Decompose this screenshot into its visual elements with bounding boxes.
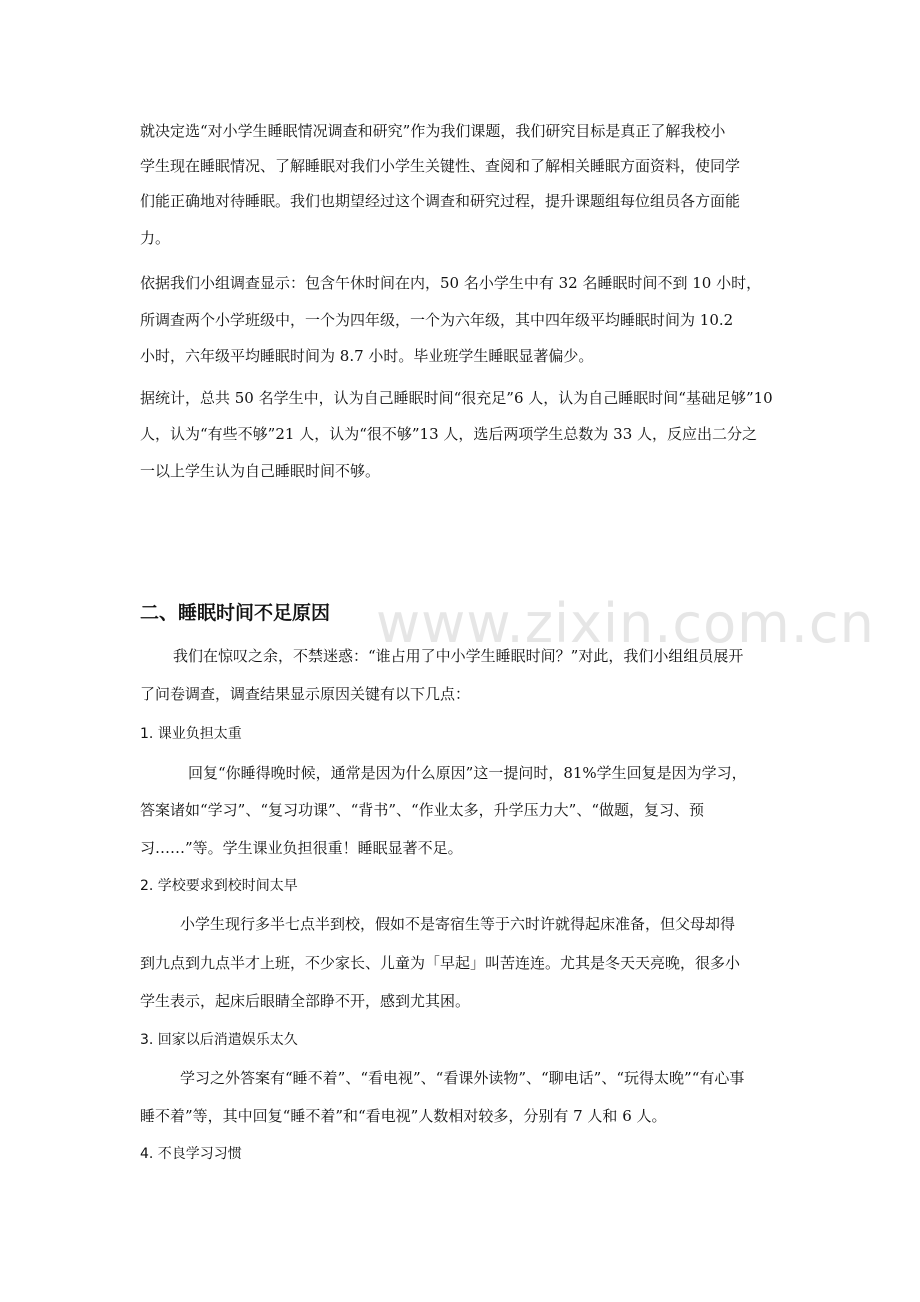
- watermark: www.zixin.com.cn: [376, 592, 875, 655]
- section-intro-line-2: 了问卷调查，调查结果显示原因关键有以下几点：: [140, 685, 471, 703]
- item-1-line-1: 回复“你睡得晚时候，通常是因为什么原因”这一提问时，81%学生回复是因为学习，: [188, 764, 747, 782]
- item-3-line-2: 睡不着”等，其中回复“睡不着”和“看电视”人数相对较多，分别有 7 人和 6 人。: [140, 1107, 667, 1125]
- intro-p3-line-1: 据统计，总共 50 名学生中，认为自己睡眠时间“很充足”6 人，认为自己睡眠时间“基础足够”10: [140, 389, 773, 407]
- intro-p1-line-3: 们能正确地对待睡眠。我们也期望经过这个调查和研究过程，提升课题组每位组员各方面能: [140, 192, 741, 210]
- intro-p2-line-2: 所调查两个小学班级中，一个为四年级，一个为六年级，其中四年级平均睡眠时间为 10.2: [140, 311, 734, 329]
- item-1-heading: 1. 课业负担太重: [140, 726, 242, 742]
- item-2-line-2: 到九点到九点半才上班，不少家长、儿童为「早起」叫苦连连。尤其是冬天天亮晚，很多小: [140, 954, 741, 972]
- intro-p3-line-2: 人，认为“有些不够”21 人，认为“很不够”13 人，选后两项学生总数为 33 人，反应出二分之: [140, 425, 758, 443]
- intro-p2-line-1: 依据我们小组调查显示：包含午休时间在内，50 名小学生中有 32 名睡眠时间不到 10 小时，: [140, 274, 762, 292]
- section-title: 二、睡眠时间不足原因: [140, 602, 331, 624]
- section-intro-line-1: 我们在惊叹之余，不禁迷惑：“谁占用了中小学生睡眠时间？”对此，我们小组组员展开: [173, 647, 744, 665]
- item-2-line-3: 学生表示，起床后眼睛全部睁不开，感到尤其困。: [140, 992, 471, 1010]
- intro-p2-line-3: 小时，六年级平均睡眠时间为 8.7 小时。毕业班学生睡眠显著偏少。: [140, 347, 594, 365]
- item-2-line-1: 小学生现行多半七点半到校，假如不是寄宿生等于六时许就得起床准备，但父母却得: [180, 915, 736, 933]
- intro-p1-line-2: 学生现在睡眠情况、了解睡眠对我们小学生关键性、查阅和了解相关睡眠方面资料，使同学: [140, 157, 741, 175]
- item-1-line-3: 习……”等。学生课业负担很重！睡眠显著不足。: [140, 839, 463, 857]
- intro-p1-line-1: 就决定选“对小学生睡眠情况调查和研究”作为我们课题，我们研究目标是真正了解我校小: [140, 122, 726, 140]
- intro-p1-line-4: 力。: [140, 229, 171, 247]
- item-2-heading: 2. 学校要求到校时间太早: [140, 878, 298, 894]
- item-4-heading: 4. 不良学习习惯: [140, 1146, 242, 1162]
- item-3-line-1: 学习之外答案有“睡不着”、“看电视”、“看课外读物”、“聊电话”、“玩得太晚”“有心事: [180, 1069, 745, 1087]
- intro-p3-line-3: 一以上学生认为自己睡眠时间不够。: [140, 462, 381, 480]
- item-1-line-2: 答案诸如“学习”、“复习功课”、“背书”、“作业太多，升学压力大”、“做题，复习、预: [140, 801, 705, 819]
- item-3-heading: 3. 回家以后消遣娱乐太久: [140, 1032, 298, 1048]
